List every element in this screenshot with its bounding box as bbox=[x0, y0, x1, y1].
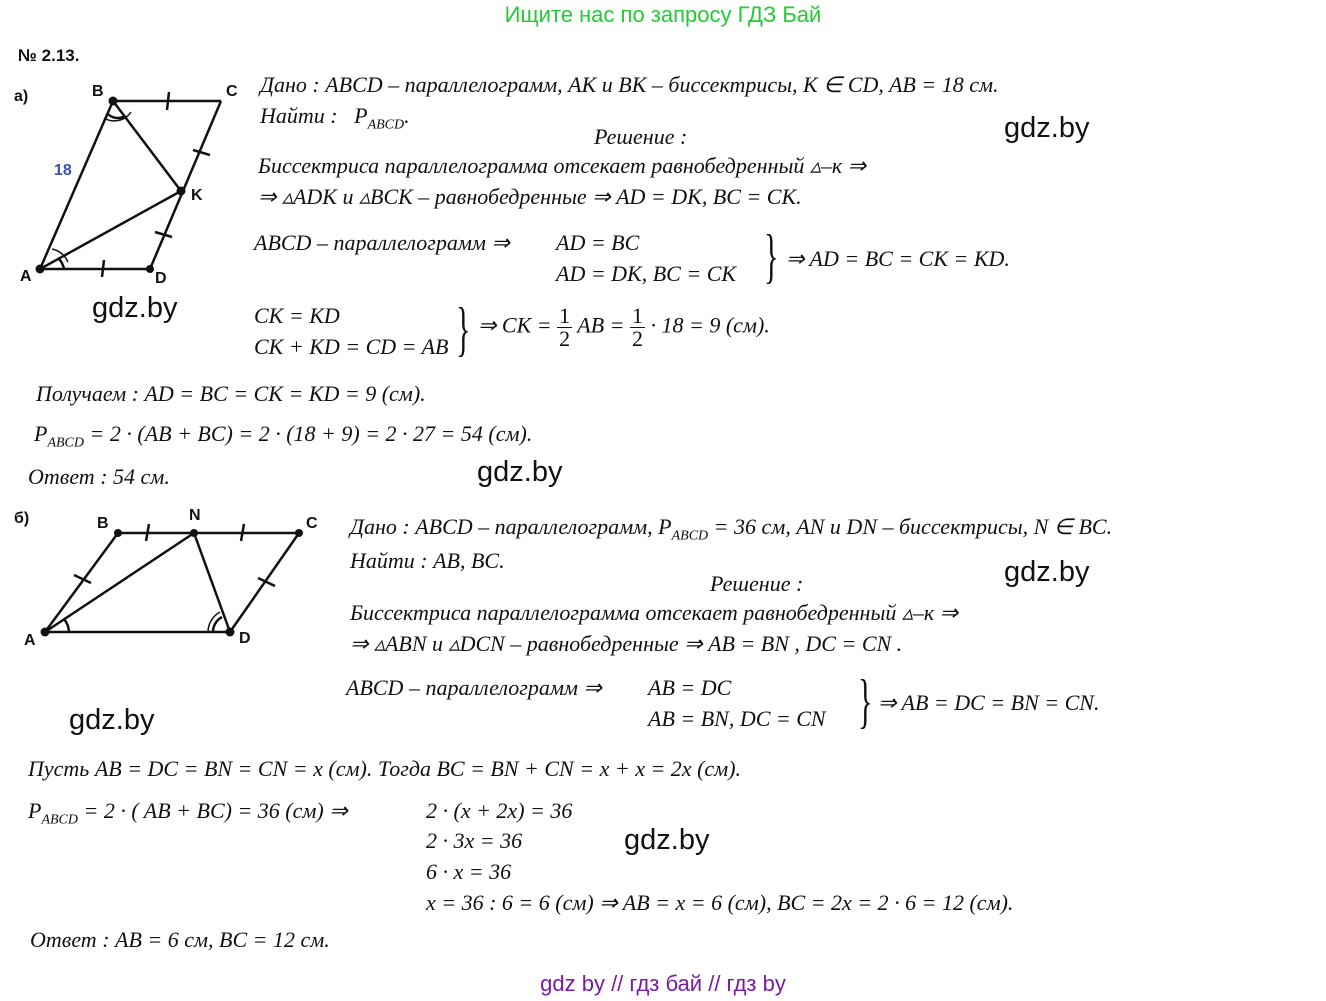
figure-a-parallelogram bbox=[40, 92, 221, 277]
bisector-bk bbox=[113, 101, 181, 191]
find-a bbox=[260, 103, 410, 138]
watermark-b2: gdz.by bbox=[69, 704, 155, 736]
system-a1-left: ABCD – параллелограмм ⇒ bbox=[254, 230, 510, 255]
find-b: Найти : AB, BC. bbox=[350, 548, 505, 573]
vertex-b-b-label: B bbox=[97, 515, 109, 532]
vertex-d-label: D bbox=[155, 270, 167, 287]
part-a-label: а) bbox=[14, 88, 29, 105]
fraction-half-1 bbox=[557, 305, 572, 350]
watermark-a1: gdz.by bbox=[1004, 112, 1090, 144]
brace-b: } bbox=[858, 668, 873, 734]
given-b bbox=[350, 514, 1112, 549]
tick-bn bbox=[146, 524, 149, 541]
system-a2-result bbox=[478, 305, 770, 350]
bisector-an bbox=[45, 533, 194, 632]
answer-b: Ответ : AB = 6 см, BC = 12 см. bbox=[30, 927, 330, 952]
watermark-a2: gdz.by bbox=[92, 292, 178, 324]
side-cd bbox=[150, 101, 221, 269]
vertex-d-b-dot bbox=[226, 628, 235, 637]
vertex-k-dot bbox=[177, 187, 186, 196]
watermark-b1: gdz.by bbox=[1004, 556, 1090, 588]
fraction-half-2 bbox=[630, 305, 645, 350]
perim-a-var: P bbox=[34, 421, 48, 446]
perim-b-rest: = 2 · ( AB + BC) = 36 (см) ⇒ bbox=[78, 798, 348, 823]
side-cd-b bbox=[230, 533, 299, 632]
vertex-a-b-dot bbox=[41, 628, 50, 637]
vertex-k-label: K bbox=[191, 187, 203, 204]
given-b-post: = 36 см, AN и DN – биссектрисы, N ∈ BC. bbox=[708, 514, 1113, 539]
given-b-var: P bbox=[658, 514, 672, 539]
problem-number: № 2.13. bbox=[18, 46, 80, 65]
vertex-a-b-label: A bbox=[24, 632, 36, 649]
find-a-tail: . bbox=[404, 103, 410, 128]
bisector-dn bbox=[194, 533, 230, 632]
footer-links: gdz by // гдз бай // гдз by bbox=[540, 971, 786, 996]
given-b-sub: ABCD bbox=[671, 528, 709, 544]
tick-nc bbox=[241, 524, 244, 541]
part-b-label: б) bbox=[14, 510, 30, 527]
tick-bc bbox=[167, 92, 169, 110]
solution-b-line2: ⇒ ▵ABN и ▵DCN – равнобедренные ⇒ AB = BN , DC = CN . bbox=[350, 631, 903, 656]
system-b-left: ABCD – параллелограмм ⇒ bbox=[346, 675, 602, 700]
side-ab-b bbox=[45, 533, 118, 632]
equation-b1: 2 · (x + 2x) = 36 bbox=[426, 798, 573, 823]
equation-b2: 2 · 3x = 36 bbox=[426, 828, 523, 853]
solution-title-a: Решение : bbox=[594, 124, 688, 149]
vertex-c-b-label: C bbox=[306, 515, 318, 532]
equation-b3: 6 · x = 36 bbox=[426, 859, 512, 884]
vertex-b-dot bbox=[109, 97, 118, 106]
answer-a: Ответ : 54 см. bbox=[28, 464, 170, 489]
perimeter-b bbox=[28, 798, 348, 833]
vertex-c-label: C bbox=[226, 83, 238, 100]
vertex-b-b-dot bbox=[114, 529, 122, 537]
angle-arc-a-b bbox=[64, 619, 69, 632]
system-a2-row2: CK + KD = CD = AB bbox=[254, 334, 449, 359]
tick-ad bbox=[102, 260, 104, 277]
angle-arc-d bbox=[213, 617, 222, 632]
system-b-row2: AB = BN, DC = CN bbox=[648, 706, 826, 731]
frac-num-2: 1 bbox=[631, 303, 643, 328]
system-a1-row1: AD = BC bbox=[556, 230, 640, 255]
side-ab bbox=[40, 101, 113, 269]
sys2-arrow: ⇒ CK = bbox=[478, 312, 552, 338]
solution-a-line1: Биссектриса параллелограмма отсекает равнобедренный ▵–к ⇒ bbox=[258, 153, 867, 178]
sys2-mid: AB = bbox=[577, 312, 625, 338]
equation-b4: x = 36 : 6 = 6 (см) ⇒ AB = x = 6 (см), BC = 2x = 2 · 6 = 12 (см). bbox=[426, 890, 1014, 915]
given-b-pre: Дано : ABCD – параллелограмм, bbox=[350, 514, 659, 539]
perim-b-var: P bbox=[28, 798, 42, 823]
frac-den-2: 2 bbox=[631, 326, 643, 351]
given-a: Дано : ABCD – параллелограмм, AK и BK – биссектрисы, K ∈ CD, AB = 18 см. bbox=[260, 72, 999, 97]
vertex-n-dot bbox=[190, 529, 198, 537]
sys2-tail: · 18 = 9 (см). bbox=[650, 312, 770, 338]
watermark-b3: gdz.by bbox=[624, 824, 710, 856]
vertex-a-dot bbox=[36, 265, 45, 274]
perimeter-a bbox=[34, 421, 532, 456]
frac-num-1: 1 bbox=[559, 303, 571, 328]
brace-a2: } bbox=[456, 296, 471, 362]
side-ab-value: 18 bbox=[54, 162, 72, 179]
perim-a-rest: = 2 · (AB + BC) = 2 · (18 + 9) = 2 · 27 = 54 (см). bbox=[84, 421, 533, 446]
angle-arc-a bbox=[59, 259, 64, 269]
result-a: Получаем : AD = BC = CK = KD = 9 (см). bbox=[36, 381, 426, 406]
system-a2-row1: CK = KD bbox=[254, 303, 340, 328]
find-a-label: Найти : bbox=[260, 103, 338, 128]
solution-b-line1: Биссектриса параллелограмма отсекает равнобедренный ▵–к ⇒ bbox=[350, 600, 959, 625]
vertex-n-label: N bbox=[189, 507, 201, 524]
frac-den-1: 2 bbox=[559, 326, 571, 351]
figure-b-parallelogram bbox=[45, 524, 299, 632]
find-a-sub: ABCD bbox=[367, 117, 405, 133]
system-b-result: ⇒ AB = DC = BN = CN. bbox=[878, 690, 1100, 715]
vertex-d-dot bbox=[146, 265, 154, 273]
bisector-ak bbox=[40, 191, 181, 269]
system-a1-row2: AD = DK, BC = CK bbox=[556, 261, 737, 286]
perim-a-sub: ABCD bbox=[47, 435, 85, 451]
tick-ck bbox=[193, 150, 210, 155]
let-b: Пусть AB = DC = BN = CN = x (см). Тогда BC = BN + CN = x + x = 2x (см). bbox=[28, 756, 742, 781]
system-b-row1: AB = DC bbox=[648, 675, 732, 700]
site-banner: Ищите нас по запросу ГДЗ Бай bbox=[504, 2, 822, 27]
vertex-b-label: B bbox=[92, 83, 104, 100]
vertex-c-b-dot bbox=[295, 529, 303, 537]
solution-a-line2: ⇒ ▵ADK и ▵BCK – равнобедренные ⇒ AD = DK, BC = CK. bbox=[258, 184, 802, 209]
vertex-d-b-label: D bbox=[239, 630, 251, 647]
brace-a1: } bbox=[764, 223, 779, 289]
watermark-a3: gdz.by bbox=[477, 456, 563, 488]
perim-b-sub: ABCD bbox=[41, 812, 79, 828]
solution-title-b: Решение : bbox=[710, 571, 804, 596]
system-a1-result: ⇒ AD = BC = CK = KD. bbox=[786, 246, 1010, 271]
find-a-var: P bbox=[354, 103, 368, 128]
vertex-a-label: A bbox=[20, 268, 32, 285]
